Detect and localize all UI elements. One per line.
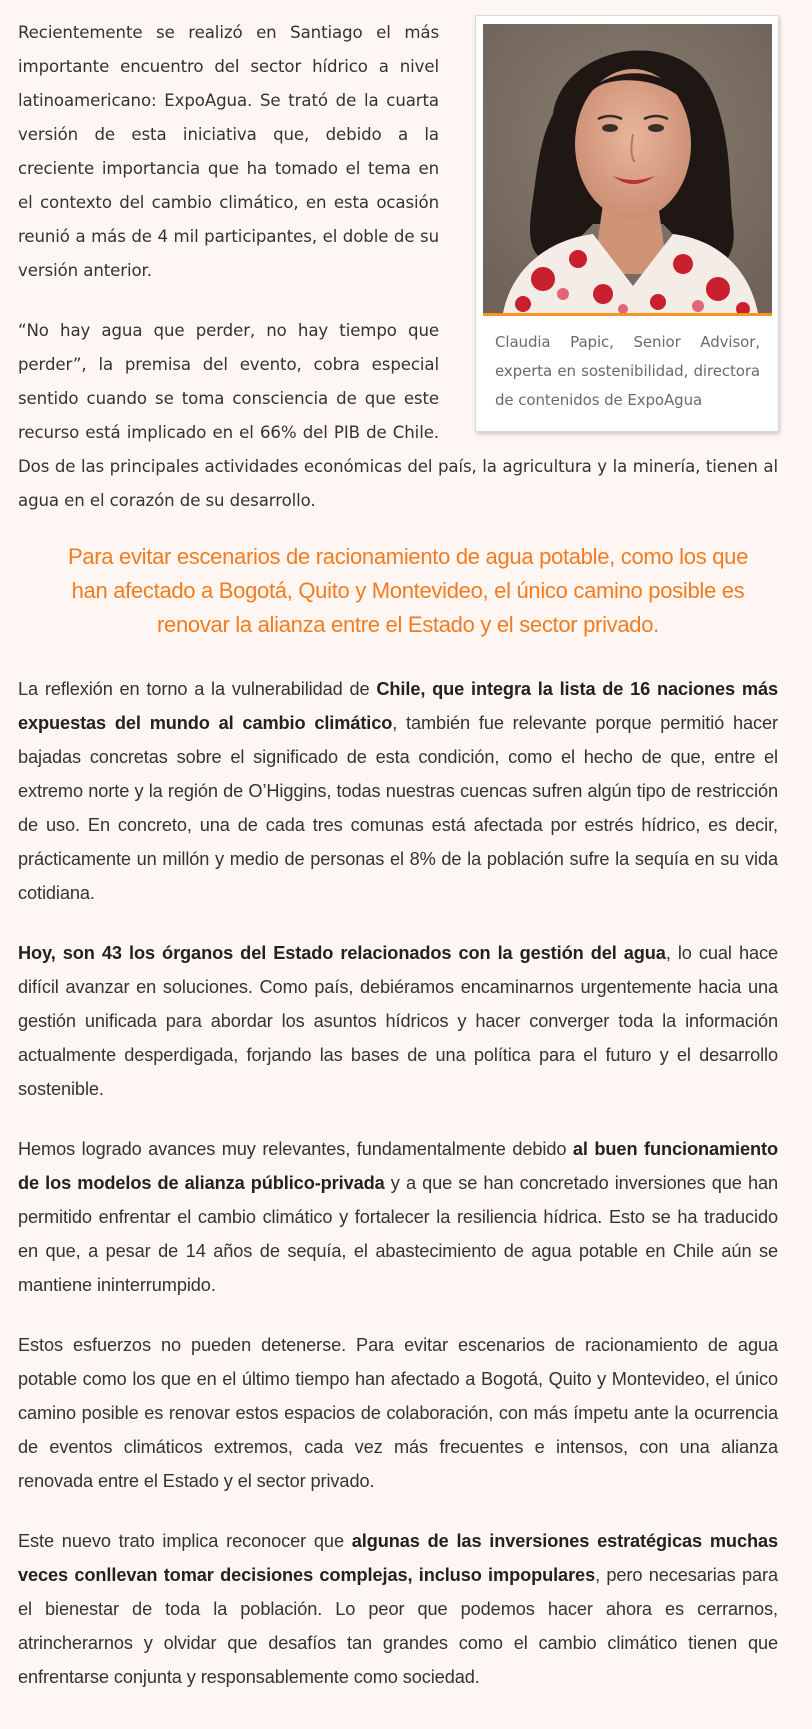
paragraph-4: Hoy, son 43 los órganos del Estado relacionados con la gestión del agua, lo cual hace difícil avanzar en soluciones. Como país, debiéramos encaminarnos urgentemente hacia una gestión unificada para abordar los asuntos hídricos y hacer converger toda la información actualmente desperdigada, forjando las bases de una política para el futuro y el desarrollo sostenible.: [18, 943, 778, 1099]
emphasis: Chile, que integra la lista de 16 naciones más expuestas del mundo al cambio climático: [18, 679, 778, 733]
emphasis: Hoy, son 43 los órganos del Estado relacionados con la gestión del agua: [18, 943, 666, 963]
emphasis: algunas de las inversiones estratégicas muchas veces conllevan tomar decisiones complejas, incluso impopulares: [18, 1531, 778, 1585]
author-figure: [475, 15, 779, 432]
figure-caption: Claudia Papic, Senior Advisor, experta en sostenibilidad, directora de contenidos de ExpoAgua: [495, 333, 760, 409]
paragraph-6: Estos esfuerzos no pueden detenerse. Para evitar escenarios de racionamiento de agua potable como los que en el último tiempo han afectado a Bogotá, Quito y Montevideo, el único camino posible es renovar estos espacios de colaboración, con más ímpetu ante la ocurrencia de eventos climáticos extremos, cada vez más frecuentes e intensos, con una alianza renovada entre el Estado y el sector privado.: [18, 1335, 778, 1491]
emphasis: al buen funcionamiento de los modelos de alianza público-privada: [18, 1139, 778, 1193]
author-portrait-photo: [483, 24, 772, 316]
pull-quote: Para evitar escenarios de racionamiento de agua potable, como los que han afectado a Bogotá, Quito y Montevideo, el único camino posible es renovar la alianza entre el Estado y el sector privado.: [67, 544, 749, 637]
paragraph-2: “No hay agua que perder, no hay tiempo que perder”, la premisa del evento, cobra especial sentido cuando se toma consciencia de que este recurso está implicado en el 66% del PIB de Chile. Dos de las principales actividades económicas del país, la agricultura y la minería, tienen al agua en el corazón de su desarrollo.: [18, 321, 778, 510]
paragraph-3: La reflexión en torno a la vulnerabilidad de Chile, que integra la lista de 16 naciones más expuestas del mundo al cambio climático, también fue relevante porque permitió hacer bajadas concretas sobre el significado de esta condición, como el hecho de que, entre el extremo norte y la región de O’Higgins, todas nuestras cuencas sufren algún tipo de restricción de uso. En concreto, una de cada tres comunas está afectada por estrés hídrico, es decir, prácticamente un millón y medio de personas el 8% de la población sufre la sequía en su vida cotidiana.: [18, 679, 778, 903]
paragraph-5: Hemos logrado avances muy relevantes, fundamentalmente debido al buen funcionamiento de los modelos de alianza público-privada y a que se han concretado inversiones que han permitido enfrentar el cambio climático y fortalecer la resiliencia hídrica. Esto se ha traducido en que, a pesar de 14 años de sequía, el abastecimiento de agua potable en Chile aún se mantiene ininterrumpido.: [18, 1139, 778, 1295]
paragraph-1: Recientemente se realizó en Santiago el más importante encuentro del sector hídrico a nivel latinoamericano: ExpoAgua. Se trató de la cuarta versión de esta iniciativa que, debido a la creciente importancia que ha tomado el tema en el contexto del cambio climático, en esta ocasión reunió a más de 4 mil participantes, el doble de su versión anterior.: [18, 23, 439, 280]
paragraph-7: Este nuevo trato implica reconocer que algunas de las inversiones estratégicas muchas veces conllevan tomar decisiones complejas, incluso impopulares, pero necesarias para el bienestar de toda la población. Lo peor que podemos hacer ahora es cerrarnos, atrincherarnos y olvidar que desafíos tan grandes como el cambio climático tienen que enfrentarse conjunta y responsablemente como sociedad.: [18, 1531, 778, 1687]
